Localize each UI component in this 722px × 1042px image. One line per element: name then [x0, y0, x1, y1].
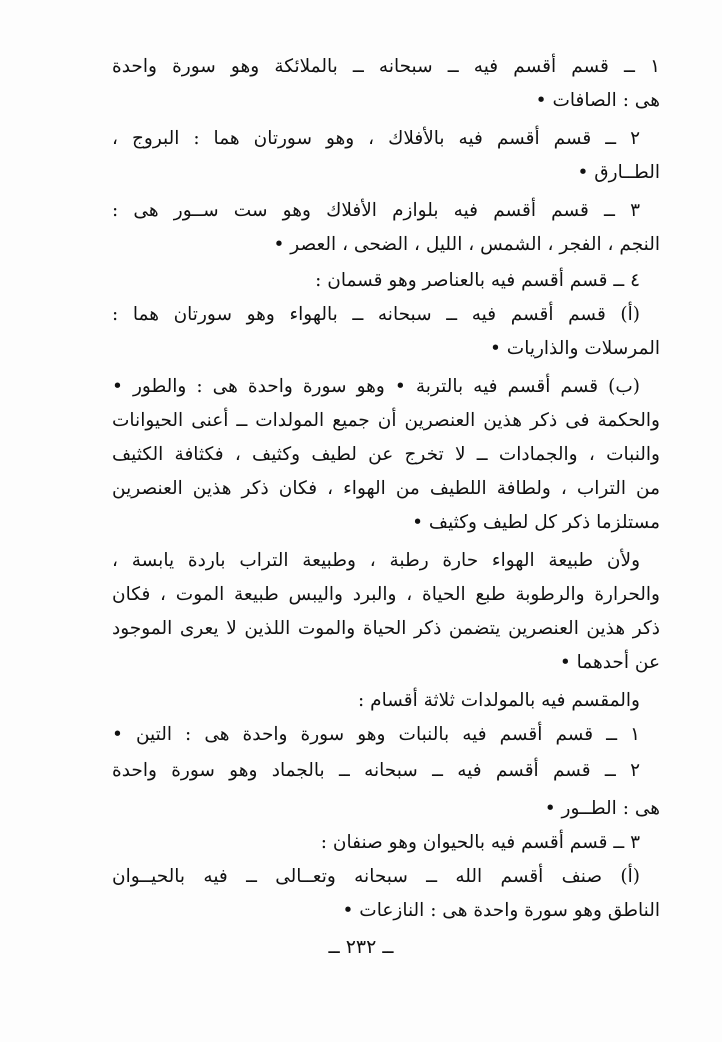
text-line: ٣ ــ قسم أقسم فيه بلوازم الأفلاك وهو ست ســور هى :: [112, 200, 640, 221]
text-line: عن أحدهما •: [559, 652, 660, 673]
text-line: من التراب ، ولطافة اللطيف من الهواء ، فكان ذكر هذين العنصرين: [112, 478, 660, 499]
text-line: الناطق وهو سورة واحدة هى : النازعات •: [342, 900, 660, 921]
text-line: (أ) قسم أقسم فيه ــ سبحانه ــ بالهواء وهو سورتان هما :: [112, 304, 640, 325]
text-line: ٢ ــ قسم أقسم فيه ــ سبحانه ــ بالجماد وهو سورة واحدة: [112, 760, 640, 781]
text-line: النجم ، الفجر ، الشمس ، الليل ، الضحى ، العصر •: [273, 234, 660, 255]
text-line: الطــارق •: [577, 162, 660, 183]
text-line: والحرارة والرطوبة طبع الحياة ، والبرد واليبس طبيعة الموت ، فكان: [112, 584, 660, 605]
text-line: والنبات ، والجمادات ــ لا تخرج عن لطيف وكثيف ، فكثافة الكثيف: [112, 444, 660, 465]
text-line: ٣ ــ قسم أقسم فيه بالحيوان وهو صنفان :: [320, 832, 640, 853]
text-line: ولأن طبيعة الهواء حارة رطبة ، وطبيعة التراب باردة يابسة ،: [112, 550, 640, 571]
text-line: والحكمة فى ذكر هذين العنصرين أن جميع المولدات ــ أعنى الحيوانات: [112, 410, 660, 431]
page-number: ــ ٢٣٢ ــ: [328, 936, 394, 958]
text-line: ٤ ــ قسم أقسم فيه بالعناصر وهو قسمان :: [315, 270, 640, 291]
text-line: (ب) قسم أقسم فيه بالتربة • وهو سورة واحدة هى : والطور •: [112, 376, 640, 397]
text-line: هى : الصافات •: [535, 90, 660, 111]
text-line: هى : الطــور •: [544, 798, 660, 819]
text-line: والمقسم فيه بالمولدات ثلاثة أقسام :: [358, 690, 640, 711]
text-line: (أ) صنف أقسم الله ــ سبحانه وتعــالى ــ فيه بالحيــوان: [112, 866, 640, 887]
text-line: ٢ ــ قسم أقسم فيه بالأفلاك ، وهو سورتان هما : البروج ،: [112, 128, 640, 149]
text-line: ١ ــ قسم أقسم فيه بالنبات وهو سورة واحدة هى : التين •: [112, 724, 640, 745]
text-line: مستلزما ذكر كل لطيف وكثيف •: [412, 512, 660, 533]
text-line: ذكر هذين العنصرين يتضمن ذكر الحياة والموت اللذين لا يعرى الموجود: [112, 618, 660, 639]
text-line: ١ ــ قسم أقسم فيه ــ سبحانه ــ بالملائكة وهو سورة واحدة: [112, 56, 660, 77]
text-line: المرسلات والذاريات •: [489, 338, 660, 359]
